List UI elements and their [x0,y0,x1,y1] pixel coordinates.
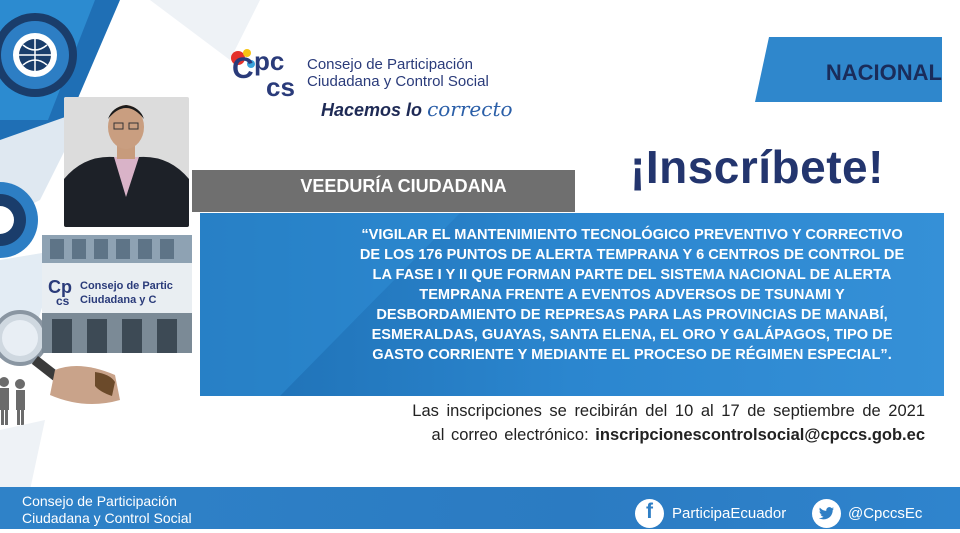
quote-line: GASTO CORRIENTE Y MEDIANTE EL PROCESO DE RÉGIMEN ESPECIAL”. [372,347,892,363]
svg-text:cs: cs [56,294,70,308]
quote-line: DESBORDAMIENTO DE REPRESAS PARA LAS PROVINCIAS DE MANABÍ, [376,307,888,323]
registration-dates: Las inscripciones se recibirán del 10 al 17 de septiembre de 2021 [412,402,925,420]
twitter-icon[interactable] [812,499,841,528]
logo-org-name [307,56,489,90]
email-prefix: al correo electrónico: [431,426,589,444]
building-photo [42,235,192,353]
svg-text:cs: cs [266,72,295,100]
logo-org-line2: Ciudadana y Control Social [307,73,489,90]
quote-line: TEMPRANA FRENTE A EVENTOS ADVERSOS DE TSUNAMI Y [419,287,845,303]
cpccs-logo-mark [228,42,302,100]
svg-text:Ciudadana y C: Ciudadana y C [80,294,157,306]
slogan-script: correcto [427,97,513,121]
quote-line: LA FASE I Y II QUE FORMAN PARTE DEL SISTEMA NACIONAL DE ALERTA [372,267,892,283]
quote-line: “VIGILAR EL MANTENIMIENTO TECNOLÓGICO PREVENTIVO Y CORRECTIVO [361,227,903,243]
email-link[interactable]: inscripcionescontrolsocial@cpccs.gob.ec [595,426,925,444]
footer-org-name [22,493,192,527]
quote-line: ESMERALDAS, GUAYAS, SANTA ELENA, EL ORO Y GALÁPAGOS, TIPO DE [371,327,893,343]
slogan-bold: Hacemos lo [321,100,423,120]
twitter-bird-icon [812,499,841,528]
headline: ¡Inscríbete! [630,141,884,193]
nacional-label: NACIONAL [825,60,942,85]
svg-text:pc: pc [254,46,285,76]
twitter-handle[interactable]: @CpccsEc [848,505,923,522]
footer-org-line1: Consejo de Participación [22,493,177,509]
quote-text [330,225,934,365]
registration-email-line [340,426,925,445]
svg-text:C: C [232,52,254,85]
svg-text:Cp: Cp [48,277,72,297]
logo-org-line1: Consejo de Participación [307,56,473,73]
facebook-glyph: f [646,500,653,523]
section-label: VEEDURÍA CIUDADANA [300,176,507,196]
person-photo [64,97,189,227]
logo-slogan [321,97,513,121]
facebook-handle[interactable]: ParticipaEcuador [672,505,787,522]
footer-org-line2: Ciudadana y Control Social [22,510,192,526]
quote-line: DE LOS 176 PUNTOS DE ALERTA TEMPRANA Y 6 CENTROS DE CONTROL DE [359,247,905,263]
svg-text:Consejo de Partic: Consejo de Partic [80,280,173,292]
